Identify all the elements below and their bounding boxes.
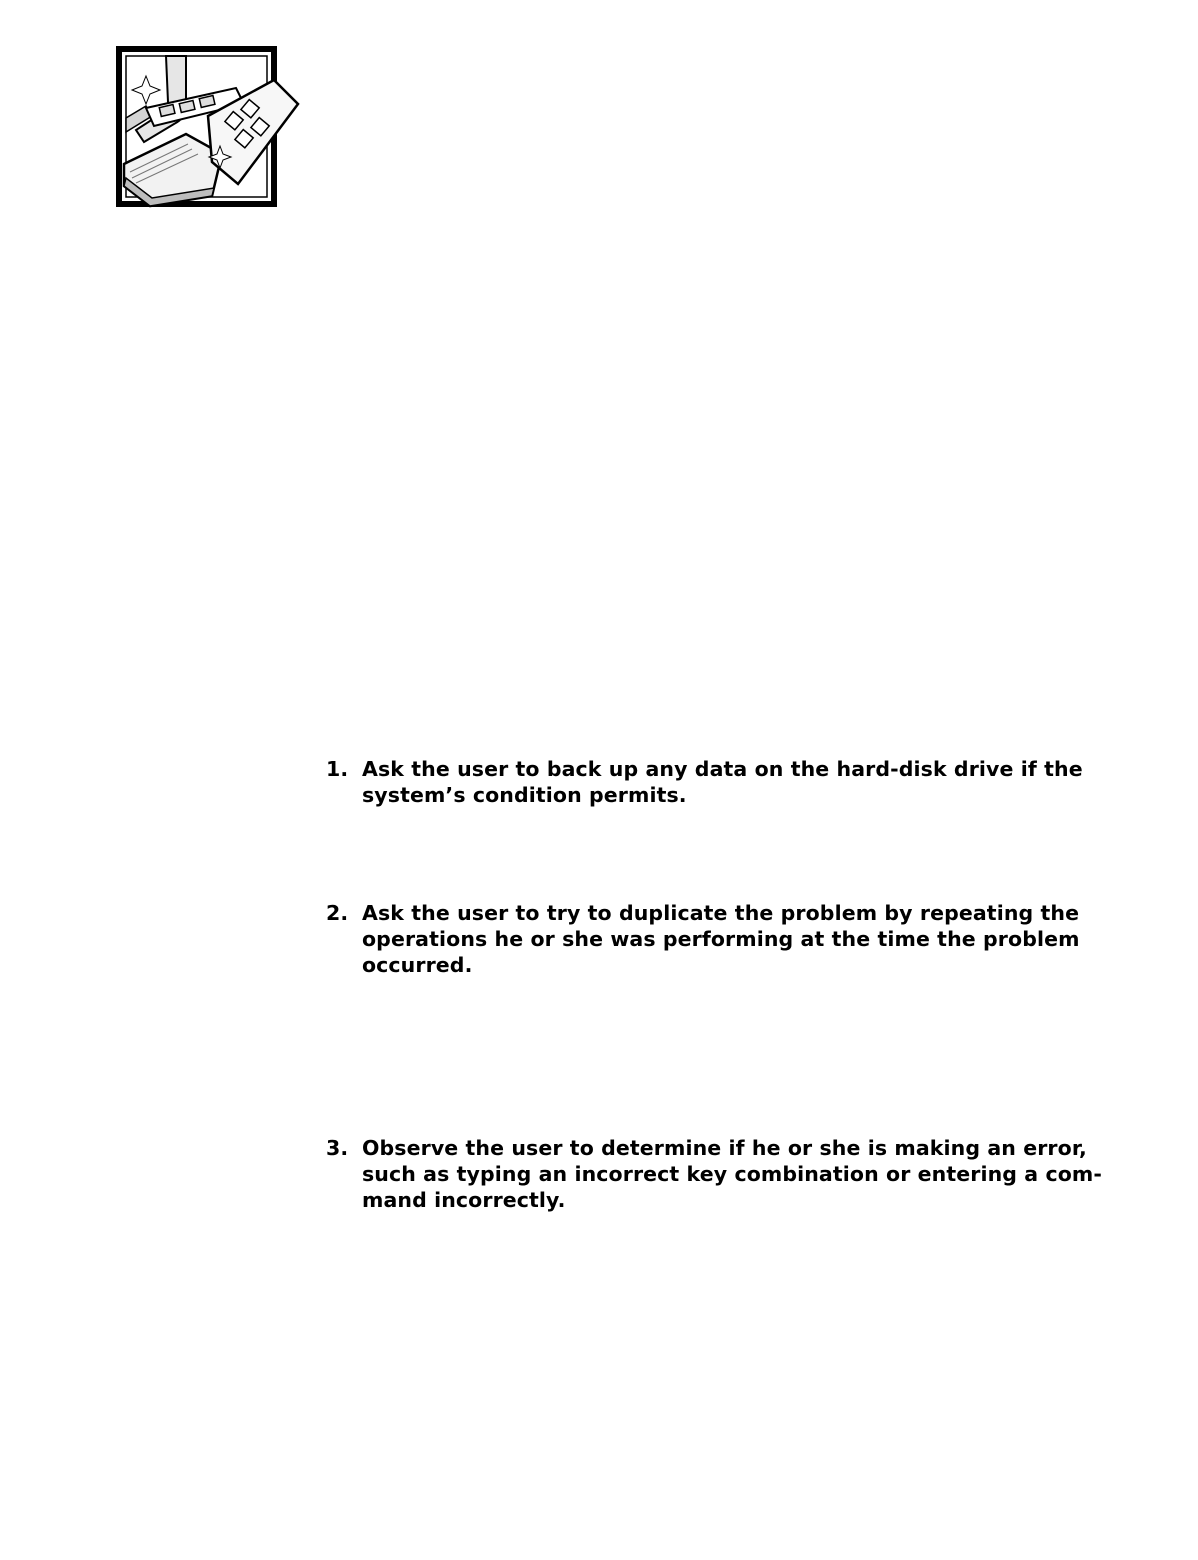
step-text-line: operations he or she was performing at the time the problem: [362, 927, 1080, 951]
step-number: 2.: [326, 901, 349, 925]
step-text-line: Ask the user to try to duplicate the problem by repeating the: [362, 901, 1080, 925]
step-text-line: occurred.: [362, 953, 473, 977]
list-item-step-3: [326, 1135, 1102, 1213]
step-text-line: Ask the user to back up any data on the hard-disk drive if the: [362, 757, 1083, 781]
step-text-line: system’s condition permits.: [362, 783, 687, 807]
step-number: 1.: [326, 757, 349, 781]
step-text-line: such as typing an incorrect key combination or entering a com-: [362, 1162, 1102, 1186]
list-item-step-2: [326, 900, 1086, 978]
step-number: 3.: [326, 1136, 349, 1160]
list-item-step-1: [326, 756, 1086, 808]
step-text: [362, 756, 1086, 808]
step-text-line: mand incorrectly.: [362, 1188, 566, 1212]
step-text: [362, 1135, 1102, 1213]
step-text: [362, 900, 1086, 978]
step-text-line: Observe the user to determine if he or she is making an error,: [362, 1136, 1087, 1160]
book-circuit-board-icon: [116, 46, 302, 212]
